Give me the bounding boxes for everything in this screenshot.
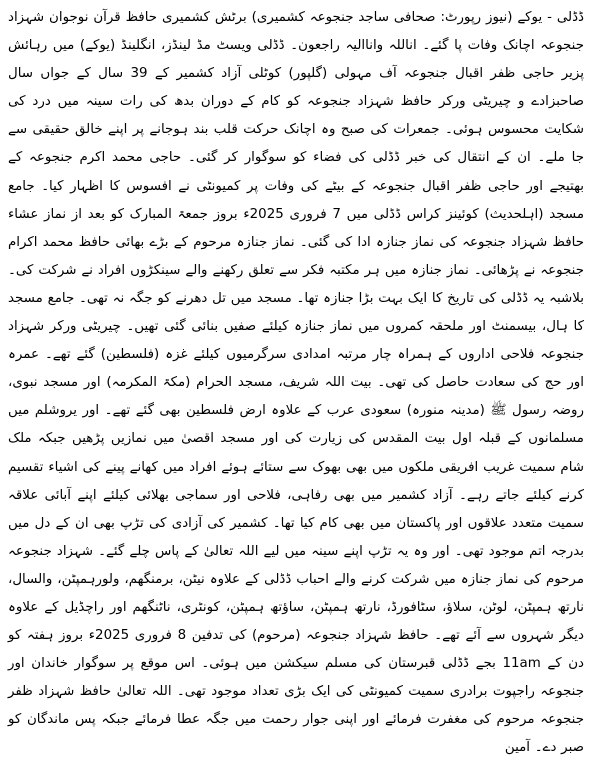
article-body: ڈڈلی - یوکے (نیوز رپورٹ: صحافی ساجد جنجوعہ کشمیری) برٹش کشمیری حافظ قرآن نوجوان شہزاد جنجوعہ اچانک وفات پا گئے۔ اناللہ واناالیہ راجعون۔ ڈڈلی ویسٹ مڈ لینڈز، انگلینڈ (یوکے) میں رہائش پزیر حاجی ظفر اقبال جنجوعہ آف مہولی (گلپور) کوٹلی آزاد کشمیر کے 39 سال کے جواں سال صاحبزادے و چیریٹی ورکر حافظ شہزاد جنجوعہ کو کام کے دوران بدھ کی رات سینہ میں درد کی شکایت محسوس ہوئی۔ جمعرات کی صبح وہ اچانک حرکت قلب بند ہوجانے پر اپنے خالق حقیقی سے جا ملے۔ ان کے انتقال کی خبر ڈڈلی کی فضاء کو سوگوار کر گئی۔ حاجی محمد اکرم جنجوعہ کے بھتیجے اور حاجی ظفر اقبال جنجوعہ کے بیٹے کی وفات پر کمیونٹی نے افسوس کا اظہار کیا۔ جامع مسجد (اہلحدیث) کوئینز کراس ڈڈلی میں 7 فروری 2025ء بروز جمعۃ المبارک کو بعد از نماز عشاء حافظ شہزاد جنجوعہ کی نماز جنازہ ادا کی گئی۔ نماز جنازہ مرحوم کے بڑے بھائی حافظ محمد اکرام جنجوعہ نے پڑھائی۔ نماز جنازہ میں ہر مکتبہ فکر سے تعلق رکھنے والے سینکڑوں افراد نے شرکت کی۔ بلاشبہ یہ ڈڈلی کی تاریخ کا ایک بہت بڑا جنازہ تھا۔ مسجد میں تل دھرنے کو جگہ نہ تھی۔ جامع مسجد کا ہال، بیسمنٹ اور ملحقہ کمروں میں نماز جنازہ کیلئے صفیں بنائی گئی تھیں۔ چیریٹی ورکر شہزاد جنجوعہ فلاحی اداروں کے ہمراہ چار مرتبہ امدادی سرگرمیوں کیلئے غزہ (فلسطین) گئے تھے۔ عمرہ اور حج کی سعادت حاصل کی تھی۔ بیت اللہ شریف، مسجد الحرام (مکۃ المکرمہ) اور مسجد نبوی، روضہ رسول ﷺ (مدینہ منورہ) سعودی عرب کے علاوہ ارض فلسطین بھی گئے تھے۔ اور یروشلم میں مسلمانوں کے قبلہ اول بیت المقدس کی زیارت کی اور مسجد اقصیٰ میں نمازیں پڑھیں جبکہ ملک شام سمیت غریب افریقی ملکوں میں بھی بھوک سے ستائے ہوئے افراد میں کھانے پینے کی اشیاء تقسیم کرنے کیلئے جاتے رہے۔ آزاد کشمیر میں بھی رفاہی، فلاحی اور سماجی بھلائی کیلئے اپنے آبائی علاقہ سمیت متعدد علاقوں اور پاکستان میں بھی کام کیا تھا۔ کشمیر کی آزادی کی تڑپ بھی ان کے دل میں بدرجہ اتم موجود تھی۔ اور وہ یہ تڑپ اپنے سینہ میں لیے اللہ تعالیٰ کے پاس چلے گئے۔ شہزاد جنجوعہ مرحوم کی نماز جنازہ میں شرکت کرنے والے احباب ڈڈلی کے علاوہ نیٹن، برمنگھم، ولورہمپٹن، والسال، نارتھ ہمپٹن، لوٹن، سلاؤ، سٹافورڈ، نارتھ ہمپٹن، ساؤتھ ہمپٹن، کونٹری، ناٹنگھم اور راچڈیل کے علاوہ دیگر شہروں سے آئے تھے۔ حافظ شہزاد جنجوعہ (مرحوم) کی تدفین 8 فروری 2025ء بروز ہفتہ کو دن کے 11am بجے ڈڈلی قبرستان کی مسلم سیکشن میں ہوئی۔ اس موقع پر سوگوار خاندان اور جنجوعہ راجپوت برادری سمیت کمیونٹی کی ایک بڑی تعداد موجود تھی۔ اللہ تعالیٰ حافظ شہزاد ظفر جنجوعہ مرحوم کی مغفرت فرمائے اور اپنی جوار رحمت میں جگہ عطا فرمائے جبکہ پس ماندگان کو صبر دے۔ آمین — [8, 10, 585, 756]
